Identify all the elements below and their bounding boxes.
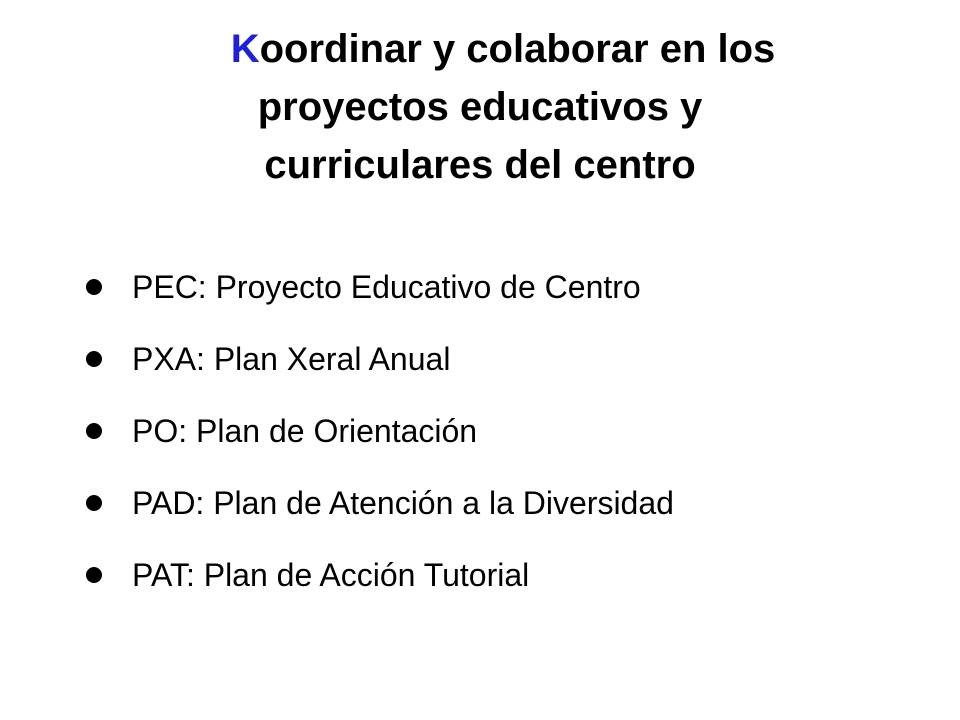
title-line-2: proyectos educativos y [257, 85, 703, 129]
bullet-icon [86, 351, 102, 367]
bullet-icon [86, 423, 102, 439]
bullet-text: PO: Plan de Orientación [132, 413, 478, 449]
bullet-icon [86, 495, 102, 511]
bullet-text: PAT: Plan de Acción Tutorial [132, 557, 530, 593]
list-item [86, 412, 926, 484]
bullet-text: PEC: Proyecto Educativo de Centro [132, 269, 641, 305]
list-item [86, 556, 926, 628]
title-accent-letter: K [230, 27, 260, 71]
title-line-3: curriculares del centro [264, 143, 696, 187]
bullet-icon [86, 567, 102, 583]
list-item [86, 484, 926, 556]
bullet-icon [86, 279, 102, 295]
bullet-list [86, 268, 926, 628]
title-line-1 [60, 20, 900, 78]
bullet-text: PAD: Plan de Atención a la Diversidad [132, 485, 674, 521]
list-item [86, 268, 926, 340]
title-line-1-text: oordinar y colaborar en los [259, 27, 776, 71]
list-item [86, 340, 926, 412]
bullet-text: PXA: Plan Xeral Anual [132, 341, 451, 377]
slide-title [60, 20, 900, 194]
